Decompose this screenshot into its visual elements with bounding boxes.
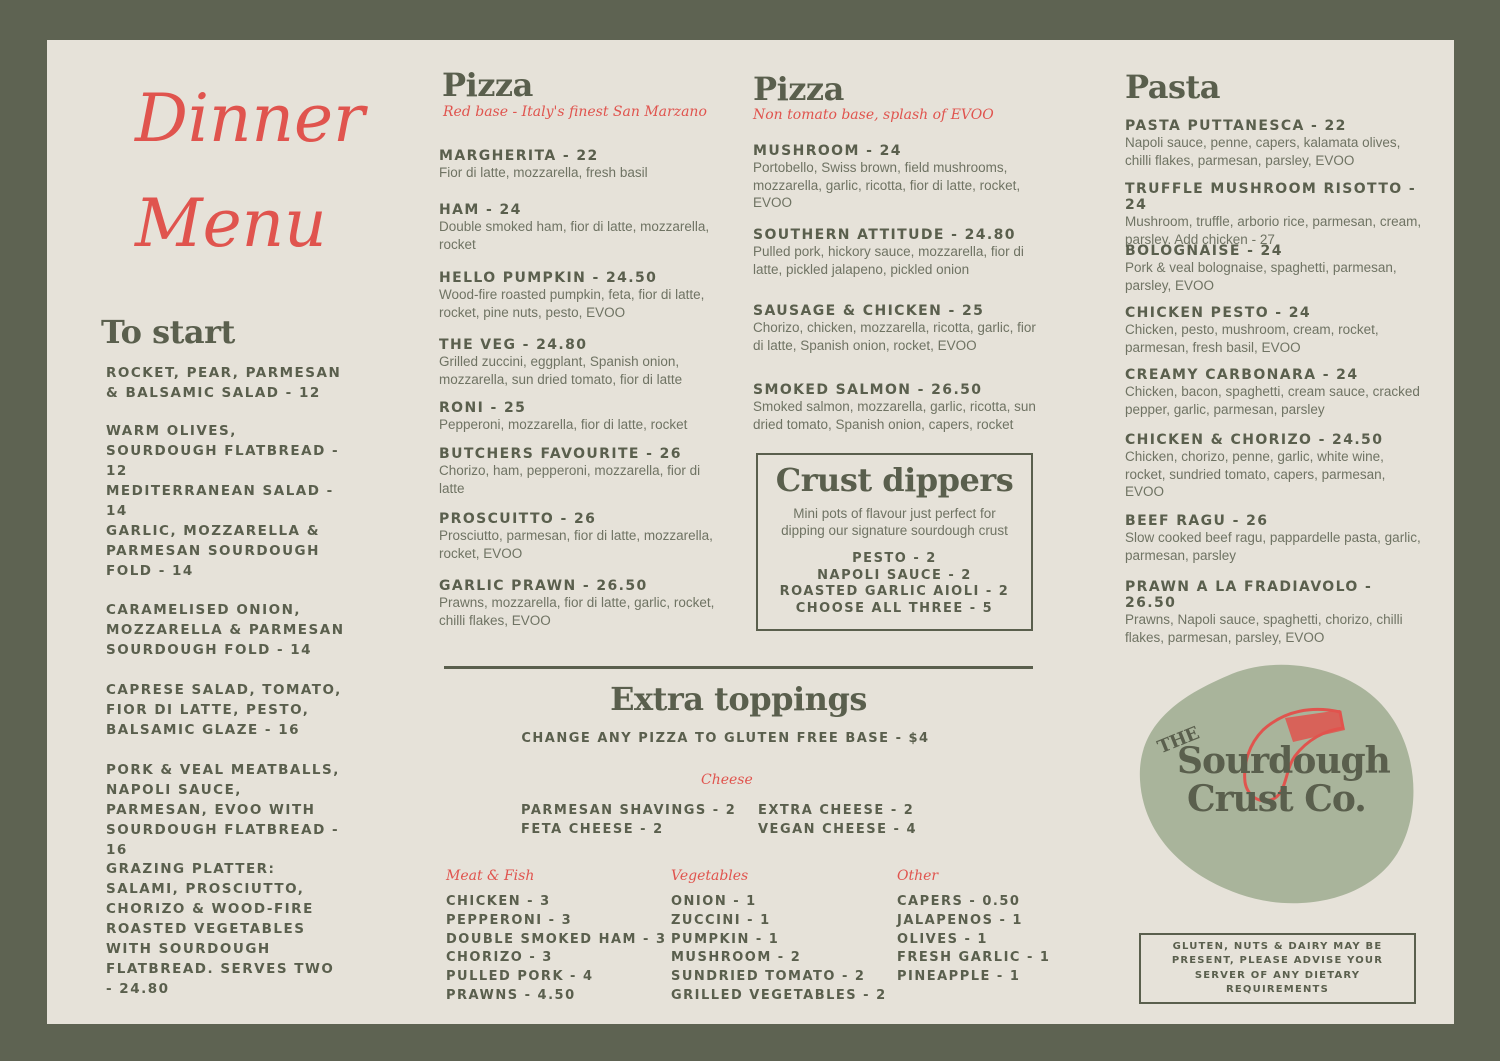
pizza-red-item-desc: Fior di latte, mozzarella, fresh basil: [439, 165, 648, 180]
pasta-item-desc: Slow cooked beef ragu, pappardelle pasta, garlic, parmesan, parsley: [1125, 530, 1421, 563]
cheese-list-1: [521, 802, 736, 840]
pizza-white-item: [753, 227, 1038, 278]
pizza-red-item-name: PROSCUITTO - 26: [439, 511, 597, 527]
pizza-red-item-desc: Prawns, mozzarella, fior di latte, garlic, rocket, chilli flakes, EVOO: [439, 595, 715, 628]
pasta-item-name: PRAWN A LA FRADIAVOLO - 26.50: [1125, 579, 1373, 611]
menu-sheet: [47, 40, 1454, 1024]
cheese-list-2: [758, 802, 917, 840]
pasta-item-desc: Prawns, Napoli sauce, spaghetti, chorizo, chilli flakes, parmesan, parsley, EVOO: [1125, 612, 1403, 645]
pasta-item: [1125, 513, 1425, 564]
vegetable-item: PUMPKIN - 1: [671, 931, 780, 947]
pizza-white-item-name: SAUSAGE & CHICKEN - 25: [753, 303, 985, 319]
meat-fish-item: CHORIZO - 3: [446, 950, 553, 966]
dipper-item: ROASTED GARLIC AIOLI - 2: [779, 584, 1010, 599]
cheese-item: VEGAN CHEESE - 4: [758, 821, 917, 837]
pizza-white-item-name: SOUTHERN ATTITUDE - 24.80: [753, 227, 1016, 243]
other-item: JALAPENOS - 1: [897, 912, 1023, 928]
pasta-item-desc: Chicken, bacon, spaghetti, cream sauce, cracked pepper, garlic, parmesan, parsley: [1125, 384, 1420, 417]
other-item: CAPERS - 0.50: [897, 894, 1021, 909]
pizza-red-item-desc: Double smoked ham, fior di latte, mozzarella, rocket: [439, 219, 710, 252]
pasta-item-name: CHICKEN PESTO - 24: [1125, 305, 1312, 321]
other-list: [897, 893, 1050, 987]
meat-fish-item: PEPPERONI - 3: [446, 912, 573, 928]
pizza-white-item-name: MUSHROOM - 24: [753, 143, 902, 159]
pizza-red-item-name: HELLO PUMPKIN - 24.50: [439, 270, 658, 286]
vegetables-label: Vegetables: [671, 868, 749, 884]
dipper-item: CHOOSE ALL THREE - 5: [795, 600, 994, 616]
starter-item: CAPRESE SALAD, TOMATO, FIOR DI LATTE, PESTO, BALSAMIC GLAZE - 16: [106, 682, 342, 738]
cheese-label: Cheese: [701, 772, 753, 788]
meat-fish-item: CHICKEN - 3: [446, 894, 551, 909]
starter-item: GRAZING PLATTER: SALAMI, PROSCIUTTO, CHORIZO & WOOD-FIRE ROASTED VEGETABLES WITH SOURDOUGH FLATBREAD. SERVES TWO - 24.80: [106, 861, 335, 997]
pizza-white-item: [753, 303, 1038, 354]
pizza-white-heading: Pizza: [753, 70, 844, 108]
cheese-item: FETA CHEESE - 2: [521, 821, 664, 837]
pizza-red-item-name: RONI - 25: [439, 400, 527, 416]
pasta-item: [1125, 305, 1425, 356]
pizza-red-item-desc: Wood-fire roasted pumpkin, feta, fior di latte, rocket, pine nuts, pesto, EVOO: [439, 287, 705, 320]
pizza-white-item-desc: Pulled pork, hickory sauce, mozzarella, fior di latte, pickled jalapeno, pickled onion: [753, 244, 1024, 277]
pasta-item-name: BEEF RAGU - 26: [1125, 513, 1269, 529]
pizza-red-item-desc: Pepperoni, mozzarella, fior di latte, rocket: [439, 417, 688, 432]
crust-dippers-box: [756, 453, 1033, 631]
starter-item: GARLIC, MOZZARELLA & PARMESAN SOURDOUGH FOLD - 14: [106, 523, 320, 579]
meat-fish-list: [446, 893, 667, 1006]
vegetable-item: ZUCCINI - 1: [671, 912, 771, 928]
menu-title-line1: Dinner: [135, 80, 365, 157]
other-item: PINEAPPLE - 1: [897, 969, 1021, 985]
pasta-item: [1125, 579, 1425, 646]
pizza-red-subtitle: Red base - Italy's finest San Marzano: [443, 104, 707, 120]
vegetable-item: MUSHROOM - 2: [671, 950, 802, 966]
pizza-white-item-desc: Portobello, Swiss brown, field mushrooms, mozzarella, garlic, ricotta, fior di latte, rocket, EVOO: [753, 160, 1021, 210]
logo-the: THE: [1154, 722, 1203, 759]
starter-item: WARM OLIVES, SOURDOUGH FLATBREAD - 12: [106, 423, 340, 479]
pasta-item: [1125, 243, 1425, 294]
pizza-white-item-name: SMOKED SALMON - 26.50: [753, 382, 983, 398]
pizza-red-item: [439, 148, 724, 182]
pasta-item-name: BOLOGNAISE - 24: [1125, 243, 1283, 259]
other-item: OLIVES - 1: [897, 931, 988, 947]
pizza-red-item-name: HAM - 24: [439, 202, 522, 218]
logo-line1: Sourdough: [1177, 740, 1390, 782]
pizza-white-item-desc: Smoked salmon, mozzarella, garlic, ricotta, sun dried tomato, Spanish onion, capers, rocket: [753, 399, 1036, 432]
gluten-free-note: CHANGE ANY PIZZA TO GLUTEN FREE BASE - $4: [521, 731, 930, 746]
pizza-red-item-desc: Prosciutto, parmesan, fior di latte, mozzarella, rocket, EVOO: [439, 528, 713, 561]
meat-fish-item: DOUBLE SMOKED HAM - 3: [446, 931, 667, 947]
vegetable-item: GRILLED VEGETABLES - 2: [671, 987, 887, 1003]
starter-item: PORK & VEAL MEATBALLS, NAPOLI SAUCE, PARMESAN, EVOO WITH SOURDOUGH FLATBREAD - 16: [106, 762, 340, 858]
crust-dippers-heading: Crust dippers: [775, 461, 1014, 499]
pasta-item-desc: Chicken, chorizo, penne, garlic, white wine, rocket, sundried tomato, capers, parmesan, EVOO: [1125, 449, 1386, 499]
vegetables-list: [671, 893, 887, 1006]
pizza-red-item: [439, 400, 724, 434]
pasta-item-desc: Chicken, pesto, mushroom, cream, rocket, parmesan, fresh basil, EVOO: [1125, 322, 1379, 355]
pasta-item-desc: Pork & veal bolognaise, spaghetti, parmesan, parsley, EVOO: [1125, 260, 1397, 293]
extra-toppings-heading: Extra toppings: [610, 680, 867, 718]
pasta-item: [1125, 432, 1425, 501]
cheese-item: PARMESAN SHAVINGS - 2: [521, 803, 737, 818]
pasta-item-name: CHICKEN & CHORIZO - 24.50: [1125, 432, 1384, 448]
meat-fish-item: PRAWNS - 4.50: [446, 987, 576, 1003]
dipper-item: PESTO - 2: [852, 551, 937, 566]
pizza-red-item-name: BUTCHERS FAVOURITE - 26: [439, 446, 682, 462]
pizza-white-item: [753, 143, 1038, 212]
pizza-white-item: [753, 382, 1038, 433]
cheese-item: EXTRA CHEESE - 2: [758, 803, 915, 818]
dietary-disclaimer: GLUTEN, NUTS & DAIRY MAY BE PRESENT, PLEASE ADVISE YOUR SERVER OF ANY DIETARY REQUIREMENTS: [1171, 940, 1384, 995]
pasta-heading: Pasta: [1125, 68, 1220, 106]
other-label: Other: [897, 868, 939, 884]
to-start-heading: To start: [101, 313, 235, 351]
pasta-item-desc: Mushroom, truffle, arborio rice, parmesan, cream, parsley. Add chicken - 27: [1125, 214, 1422, 247]
dipper-item: NAPOLI SAUCE - 2: [817, 567, 972, 583]
pizza-red-item: [439, 578, 724, 629]
pizza-white-subtitle: Non tomato base, splash of EVOO: [753, 107, 994, 123]
dietary-disclaimer-box: [1139, 933, 1416, 1004]
starter-item: CARAMELISED ONION, MOZZARELLA & PARMESAN SOURDOUGH FOLD - 14: [106, 602, 345, 658]
crust-dippers-list: [758, 551, 1031, 617]
pasta-item-name: TRUFFLE MUSHROOM RISOTTO - 24: [1125, 181, 1417, 213]
logo: [1135, 658, 1425, 908]
crust-dippers-desc: Mini pots of flavour just perfect for dipping our signature sourdough crust: [781, 506, 1008, 538]
pizza-red-item-name: MARGHERITA - 22: [439, 148, 599, 164]
logo-line2: Crust Co.: [1187, 778, 1366, 820]
meat-fish-item: PULLED PORK - 4: [446, 969, 594, 985]
pasta-item-name: CREAMY CARBONARA - 24: [1125, 367, 1359, 383]
pizza-white-item-desc: Chorizo, chicken, mozzarella, ricotta, garlic, fior di latte, Spanish onion, rocket, EVOO: [753, 320, 1036, 353]
pizza-red-item-desc: Chorizo, ham, pepperoni, mozzarella, fior di latte: [439, 463, 701, 496]
pasta-item: [1125, 118, 1425, 169]
pasta-item-name: PASTA PUTTANESCA - 22: [1125, 118, 1347, 134]
starter-item: MEDITERRANEAN SALAD - 14: [106, 483, 334, 519]
pizza-red-item: [439, 511, 724, 562]
vegetable-item: SUNDRIED TOMATO - 2: [671, 969, 866, 985]
vegetable-item: ONION - 1: [671, 894, 757, 909]
pasta-item: [1125, 367, 1425, 418]
pizza-red-item-name: GARLIC PRAWN - 26.50: [439, 578, 648, 594]
meat-fish-label: Meat & Fish: [446, 868, 535, 884]
pizza-red-item-name: THE VEG - 24.80: [439, 337, 588, 353]
pizza-red-heading: Pizza: [442, 66, 533, 104]
pizza-red-item: [439, 446, 724, 497]
pizza-red-item: [439, 270, 724, 321]
pizza-red-item: [439, 202, 724, 253]
starter-item: ROCKET, PEAR, PARMESAN & BALSAMIC SALAD - 12: [106, 365, 342, 401]
menu-title-line2: Menu: [135, 185, 327, 262]
pizza-red-item: [439, 337, 724, 388]
section-divider: [444, 666, 1033, 669]
pasta-item: [1125, 181, 1425, 248]
other-item: FRESH GARLIC - 1: [897, 950, 1051, 966]
pasta-item-desc: Napoli sauce, penne, capers, kalamata olives, chilli flakes, parmesan, parsley, EVOO: [1125, 135, 1401, 168]
pizza-red-item-desc: Grilled zuccini, eggplant, Spanish onion, mozzarella, sun dried tomato, fior di latte: [439, 354, 683, 387]
